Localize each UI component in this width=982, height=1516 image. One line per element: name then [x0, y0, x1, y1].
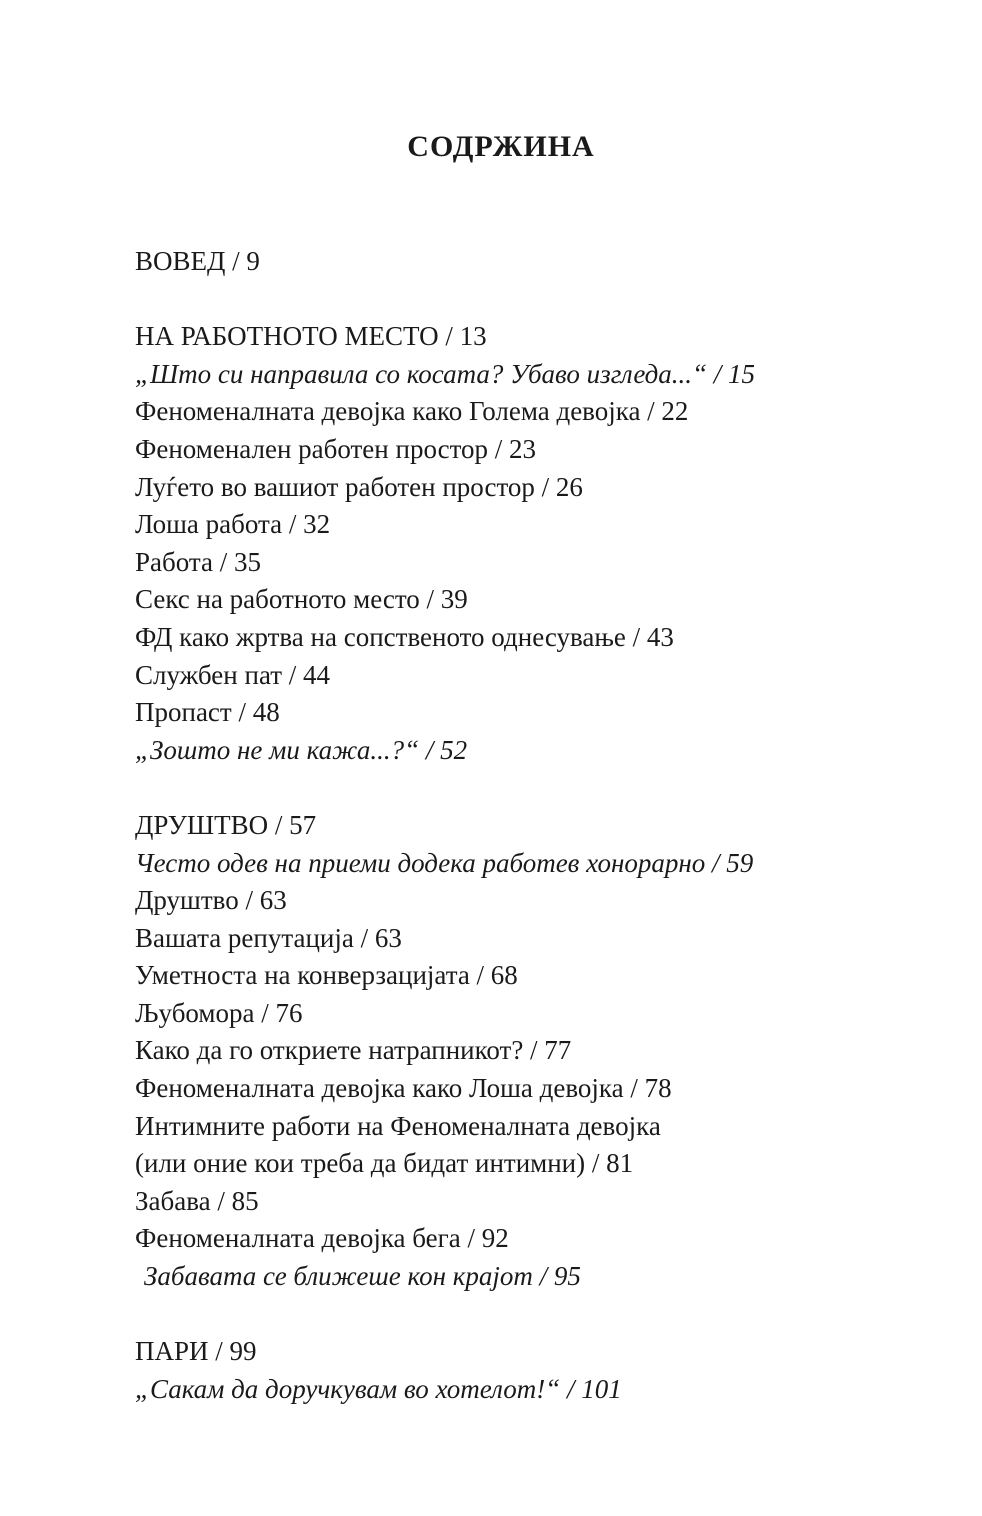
toc-entry: Луѓето во вашиот работен простор / 26	[135, 471, 583, 502]
toc-section-heading: ПАРИ / 99	[135, 1336, 257, 1367]
toc-section-heading: ВОВЕД / 9	[135, 246, 260, 276]
toc-entry: Работа / 35	[135, 546, 261, 577]
toc-entry: ФД како жртва на сопственото однесување / 43	[135, 621, 674, 652]
toc-section	[135, 1333, 942, 1408]
toc-entry: (или оние кои треба да бидат интимни) / 81	[135, 1148, 634, 1179]
toc-entry: Уметноста на конверзацијата / 68	[135, 960, 518, 991]
toc-entry: Забава / 85	[135, 1185, 259, 1216]
toc-entry: „Зошто не ми кажа...?“ / 52	[135, 734, 468, 765]
toc-entry: Феноменалната девојка бега / 92	[135, 1223, 509, 1254]
toc-entry: Секс на работното место / 39	[135, 584, 468, 615]
toc-entry: Вашата репутација / 63	[135, 922, 402, 953]
page-title: СОДРЖИНА	[407, 130, 595, 163]
toc-list	[0, 243, 982, 1408]
toc-entry: Феноменален работен простор / 23	[135, 433, 537, 464]
toc-entry: Пропаст / 48	[135, 697, 280, 728]
toc-entry: Често одев на приеми додека работев хонорарно / 59	[135, 847, 754, 878]
toc-section-heading: НА РАБОТНОТО МЕСТО / 13	[135, 321, 487, 352]
toc-entry: Феноменалната девојка како Голема девојка / 22	[135, 396, 689, 427]
toc-entry: Службен пат / 44	[135, 659, 331, 690]
toc-entry: Како да го откриете натрапникот? / 77	[135, 1035, 572, 1066]
toc-entry: „Што си направила со косата? Убаво изгледа...“ / 15	[135, 358, 756, 389]
toc-entry: Интимните работи на Феноменалната девојка	[135, 1110, 661, 1141]
toc-entry: Друштво / 63	[135, 885, 287, 916]
toc-section-heading: ДРУШТВО / 57	[135, 809, 317, 840]
toc-entry: Лоша работа / 32	[135, 509, 331, 540]
toc-entry: Феноменалната девојка како Лоша девојка / 78	[135, 1073, 672, 1104]
toc-entry: Љубомора / 76	[135, 997, 303, 1028]
toc-entry: Забавата се ближеше кон крајот / 95	[144, 1261, 581, 1292]
toc-entry: „Сакам да доручкувам во хотелот!“ / 101	[135, 1373, 622, 1404]
toc-section	[135, 243, 942, 281]
toc-section	[135, 318, 942, 769]
toc-section	[135, 807, 942, 1296]
